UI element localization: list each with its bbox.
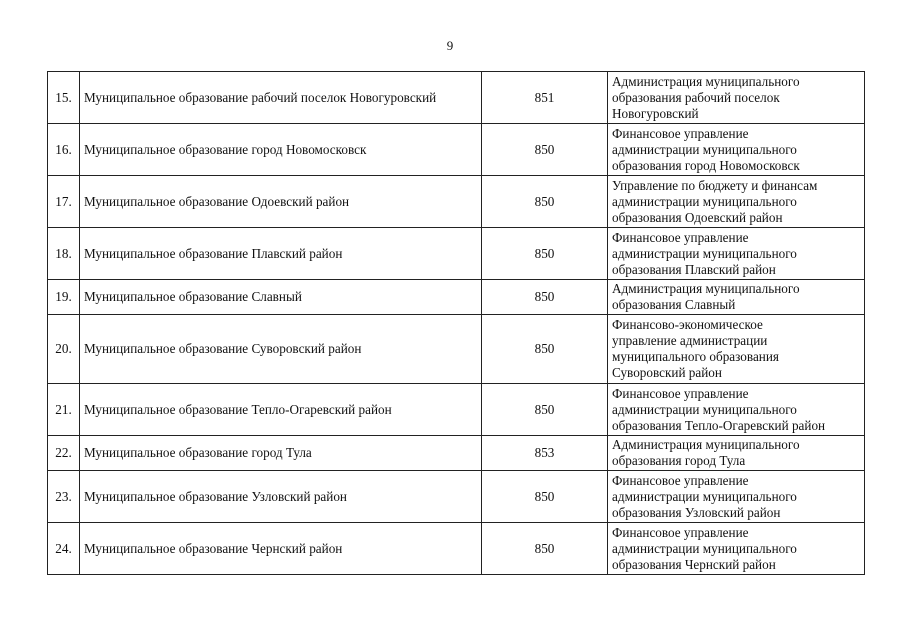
budget-code: 853 [482,436,608,471]
municipality-table [47,71,865,575]
row-number: 23. [48,471,80,523]
table-row [48,384,865,436]
administrator-name: Финансовое управление администрации муниципального образования Плавский район [608,228,865,280]
municipality-name: Муниципальное образование рабочий поселок Новогуровский [80,72,482,124]
administrator-name: Администрация муниципального образования рабочий поселок Новогуровский [608,72,865,124]
budget-code: 850 [482,228,608,280]
municipality-name: Муниципальное образование Одоевский район [80,176,482,228]
administrator-name: Финансовое управление администрации муниципального образования Чернский район [608,523,865,575]
table-row [48,228,865,280]
table-row [48,471,865,523]
table-row [48,436,865,471]
table-row [48,72,865,124]
municipality-name: Муниципальное образование город Новомосковск [80,124,482,176]
municipality-name: Муниципальное образование Суворовский район [80,315,482,384]
table-row [48,280,865,315]
administrator-name: Финансово-экономическое управление администрации муниципального образования Суворовский район [608,315,865,384]
administrator-name: Администрация муниципального образования город Тула [608,436,865,471]
municipality-name: Муниципальное образование Тепло-Огаревский район [80,384,482,436]
administrator-name: Администрация муниципального образования Славный [608,280,865,315]
municipality-name: Муниципальное образование Славный [80,280,482,315]
budget-code: 850 [482,315,608,384]
page-number: 9 [446,38,454,53]
table-row [48,523,865,575]
row-number: 17. [48,176,80,228]
row-number: 19. [48,280,80,315]
row-number: 24. [48,523,80,575]
budget-code: 850 [482,124,608,176]
administrator-name: Финансовое управление администрации муниципального образования город Новомосковск [608,124,865,176]
budget-code: 850 [482,384,608,436]
row-number: 21. [48,384,80,436]
budget-code: 851 [482,72,608,124]
row-number: 16. [48,124,80,176]
row-number: 20. [48,315,80,384]
budget-code: 850 [482,523,608,575]
table-row [48,315,865,384]
row-number: 15. [48,72,80,124]
table-row [48,176,865,228]
administrator-name: Финансовое управление администрации муниципального образования Тепло-Огаревский район [608,384,865,436]
municipality-name: Муниципальное образование город Тула [80,436,482,471]
municipality-name: Муниципальное образование Плавский район [80,228,482,280]
administrator-name: Управление по бюджету и финансам администрации муниципального образования Одоевский район [608,176,865,228]
budget-code: 850 [482,280,608,315]
municipality-name: Муниципальное образование Чернский район [80,523,482,575]
municipality-name: Муниципальное образование Узловский район [80,471,482,523]
budget-code: 850 [482,176,608,228]
row-number: 18. [48,228,80,280]
table-row [48,124,865,176]
row-number: 22. [48,436,80,471]
budget-code: 850 [482,471,608,523]
administrator-name: Финансовое управление администрации муниципального образования Узловский район [608,471,865,523]
